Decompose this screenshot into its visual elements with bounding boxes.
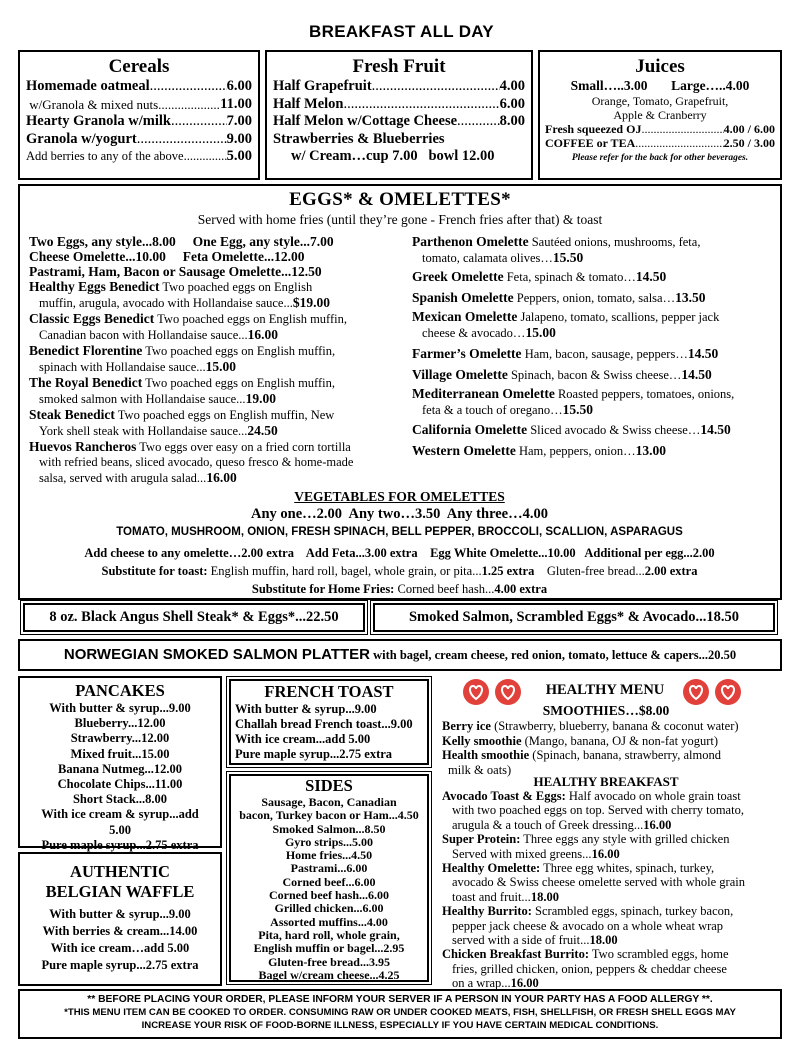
healthy-section bbox=[438, 676, 782, 991]
pancake-item: Mixed fruit...15.00 bbox=[70, 746, 170, 761]
waffle-section bbox=[18, 852, 222, 986]
healthy-title: HEALTHY MENU bbox=[545, 682, 665, 698]
smoothies-title: SMOOTHIES…$8.00 bbox=[542, 703, 670, 718]
smoothie-item: Kelly smoothie (Mango, banana, OJ & non-fat yogurt) bbox=[442, 733, 718, 748]
eggs-section bbox=[18, 184, 782, 600]
side-item: Corned beef hash...6.00 bbox=[268, 889, 389, 903]
beverage-note: Please refer for the back for other beverages. bbox=[571, 153, 749, 163]
cereal-item: Homemade oatmeal ..... 6.00 bbox=[26, 78, 252, 96]
waffle-item: With berries & cream...14.00 bbox=[42, 924, 198, 938]
juice-flavors: Orange, Tomato, Grapefruit, bbox=[591, 94, 729, 108]
waffle-title: BELGIAN WAFFLE bbox=[45, 882, 195, 901]
omelette-item: Village Omelette Spinach, bacon & Swiss cheese…14.50 bbox=[412, 367, 712, 382]
eggs-title: EGGS* & OMELETTES* bbox=[289, 189, 511, 210]
juices-section bbox=[538, 50, 782, 180]
egg-item: Cheese Omelette...10.00 Feta Omelette...12.00 bbox=[29, 249, 305, 264]
pancake-item: 5.00 bbox=[109, 822, 131, 837]
egg-item: Benedict Florentine Two poached eggs on English muffin, spinach with Hollandaise sauce...15.00 bbox=[29, 343, 336, 374]
french-toast-section bbox=[229, 679, 429, 765]
pancake-item: Chocolate Chips...11.00 bbox=[57, 777, 183, 792]
salmon-eggs-box: Smoked Salmon, Scrambled Eggs* & Avocado...18.50 bbox=[373, 603, 775, 632]
juice-sizes: Small…..3.00 Large…..4.00 bbox=[570, 78, 750, 93]
side-item: Grilled chicken...6.00 bbox=[274, 902, 384, 916]
side-item: bacon, Turkey bacon or Ham...4.50 bbox=[239, 809, 419, 823]
cereal-item: Hearty Granola w/milk ..... 7.00 bbox=[26, 113, 252, 131]
french-toast-item: Pure maple syrup...2.75 extra bbox=[235, 747, 393, 761]
omelette-item: Greek Omelette Feta, spinach & tomato…14.50 bbox=[412, 269, 667, 284]
side-item: English muffin or bagel...2.95 bbox=[253, 942, 405, 956]
steak-eggs-box: 8 oz. Black Angus Shell Steak* & Eggs*...22.50 bbox=[23, 603, 365, 632]
footer-line: *THIS MENU ITEM CAN BE COOKED TO ORDER. CONSUMING RAW OR UNDER COOKED MEATS, FISH, SHELLFISH, OR FRESH SHELL EGGS MAY bbox=[64, 1007, 736, 1018]
eggs-right-column bbox=[412, 234, 778, 459]
french-toast-item: With ice cream...add 5.00 bbox=[235, 732, 371, 746]
side-item: Pastrami...6.00 bbox=[290, 862, 368, 876]
substitute-toast: Substitute for toast: English muffin, hard roll, bagel, whole grain, or pita...1.25 extra Gluten-free bread...2.00 extra bbox=[101, 564, 698, 578]
egg-item: Healthy Eggs Benedict Two poached eggs on English muffin, arugula, avocado with Hollandaise sauce...$19.00 bbox=[29, 279, 330, 310]
fruit-item: Strawberries & Blueberries bbox=[273, 130, 445, 147]
veg-list: TOMATO, MUSHROOM, ONION, FRESH SPINACH, BELL PEPPER, BROCCOLI, SCALLION, ASPARAGUS bbox=[116, 526, 683, 538]
pancake-item: Banana Nutmeg...12.00 bbox=[58, 761, 182, 776]
side-item: Bagel w/cream cheese...4.25 bbox=[258, 968, 400, 982]
omelette-item: Western Omelette Ham, peppers, onion…13.00 bbox=[412, 443, 666, 458]
fruit-item: Half Melon ..... 6.00 bbox=[273, 96, 525, 114]
french-toast-item: Challah bread French toast...9.00 bbox=[235, 717, 413, 731]
eggs-subtitle: Served with home fries (until they’re gone - French fries after that) & toast bbox=[197, 212, 603, 227]
omelette-item: Parthenon Omelette Sautéed onions, mushrooms, feta, tomato, calamata olives…15.50 bbox=[412, 234, 701, 265]
juice-flavors: Apple & Cranberry bbox=[613, 108, 707, 122]
cereal-item: w/Granola & mixed nuts ..... 11.00 bbox=[26, 96, 252, 114]
eggs-left-column bbox=[29, 234, 394, 486]
fresh-fruit-section bbox=[265, 50, 533, 180]
fruit-item: Half Melon w/Cottage Cheese ..... 8.00 bbox=[273, 113, 525, 131]
egg-item: The Royal Benedict Two poached eggs on English muffin, smoked salmon with Hollandaise sauce...19.00 bbox=[29, 375, 335, 406]
omelette-item: Mediterranean Omelette Roasted peppers, tomatoes, onions, feta & a touch of oregano…15.50 bbox=[412, 386, 735, 417]
sides-section bbox=[229, 774, 429, 982]
healthy-breakfast-item: Chicken Breakfast Burrito: Two scrambled eggs, home fries, grilled chicken, onion, peppers & cheddar cheese on a wrap...16.00 bbox=[442, 947, 729, 991]
egg-item: Pastrami, Ham, Bacon or Sausage Omelette...12.50 bbox=[29, 264, 322, 279]
fruit-item: Half Grapefruit ..... 4.00 bbox=[273, 78, 525, 96]
cereal-item: Add berries to any of the above ..... 5.00 bbox=[26, 148, 252, 166]
side-item: Gyro strips...5.00 bbox=[284, 835, 374, 849]
cereals-section bbox=[18, 50, 260, 180]
healthy-breakfast-item: Avocado Toast & Eggs: Half avocado on whole grain toast with two poached eggs on top. Served with cherry tomato, arugula & a touch of Greek dressing...16.00 bbox=[442, 789, 744, 832]
healthy-breakfast-item: Healthy Omelette: Three egg whites, spinach, turkey, avocado & Swiss cheese omelette served with whole grain toast and fruit...18.00 bbox=[442, 861, 745, 904]
egg-item: Steak Benedict Two poached eggs on English muffin, New York shell steak with Hollandaise sauce...24.50 bbox=[29, 407, 335, 438]
side-item: Home fries...4.50 bbox=[285, 849, 373, 863]
smoothie-item: Health smoothie (Spinach, banana, strawberry, almond milk & oats) bbox=[442, 748, 721, 777]
sides-title: SIDES bbox=[305, 776, 353, 795]
egg-item: Huevos Rancheros Two eggs over easy on a fried corn tortilla with refried beans, sliced avocado, queso fresco & home-made salsa, served with arugula salad...16.00 bbox=[29, 439, 354, 485]
pancake-item: Pure maple syrup...2.75 extra bbox=[41, 837, 199, 852]
side-item: Corned beef...6.00 bbox=[282, 875, 376, 889]
healthy-breakfast-item: Super Protein: Three eggs any style with grilled chicken Served with mixed greens...16.00 bbox=[442, 832, 730, 861]
french-toast-title: FRENCH TOAST bbox=[264, 682, 394, 701]
pancake-item: Short Stack...8.00 bbox=[72, 792, 168, 807]
french-toast-item: With butter & syrup...9.00 bbox=[235, 702, 377, 716]
heart-icon bbox=[682, 678, 746, 706]
cereal-item: Granola w/yogurt ..... 9.00 bbox=[26, 131, 252, 149]
omelette-item: Mexican Omelette Jalapeno, tomato, scallions, pepper jack cheese & avocado…15.00 bbox=[412, 309, 720, 340]
egg-item: Two Eggs, any style...8.00 One Egg, any style...7.00 bbox=[29, 234, 334, 249]
waffle-item: With ice cream…add 5.00 bbox=[50, 941, 190, 955]
footer-line: ** BEFORE PLACING YOUR ORDER, PLEASE INFORM YOUR SERVER IF A PERSON IN YOUR PARTY HAS A FOOD ALLERGY **. bbox=[87, 994, 713, 1005]
pancake-item: With ice cream & syrup...add bbox=[41, 807, 199, 822]
pancakes-section bbox=[18, 676, 222, 852]
side-item: Pita, hard roll, whole grain, bbox=[258, 928, 400, 942]
side-item: Gluten-free bread...3.95 bbox=[268, 955, 390, 969]
waffle-item: With butter & syrup...9.00 bbox=[49, 907, 191, 921]
side-item: Smoked Salmon...8.50 bbox=[272, 822, 386, 836]
pancake-item: Blueberry...12.00 bbox=[74, 716, 166, 731]
footer-line: INCREASE YOUR RISK OF FOOD-BORNE ILLNESS, ESPECIALLY IF YOU HAVE CERTAIN MEDICAL CONDITIONS. bbox=[141, 1020, 659, 1031]
coffee-line: COFFEE or TEA ..... 2.50 / 3.00 bbox=[545, 136, 775, 150]
substitute-fries: Substitute for Home Fries: Corned beef hash...4.00 extra bbox=[251, 582, 548, 596]
waffle-title: AUTHENTIC bbox=[70, 862, 170, 881]
heart-icon bbox=[462, 678, 526, 706]
egg-item: Classic Eggs Benedict Two poached eggs on English muffin, Canadian bacon with Hollandaise sauce...16.00 bbox=[29, 311, 348, 342]
healthy-breakfast-item: Healthy Burrito: Scrambled eggs, spinach, turkey bacon, pepper jack cheese & avocado on a whole wheat wrap served with a side of fruit...18.00 bbox=[442, 904, 734, 948]
cereals-title: Cereals bbox=[108, 56, 170, 77]
veg-prices: Any one…2.00 Any two…3.50 Any three…4.00 bbox=[251, 506, 548, 522]
smoothie-item: Berry ice (Strawberry, blueberry, banana & coconut water) bbox=[442, 719, 739, 733]
pancakes-title: PANCAKES bbox=[75, 681, 165, 700]
healthy-breakfast-title: HEALTHY BREAKFAST bbox=[533, 774, 679, 789]
pancake-item: With butter & syrup...9.00 bbox=[49, 701, 191, 715]
omelette-extras: Add cheese to any omelette…2.00 extra Add Feta...3.00 extra Egg White Omelette...10.00 Additional per egg...2.00 bbox=[84, 546, 715, 560]
side-item: Sausage, Bacon, Canadian bbox=[261, 796, 397, 809]
veg-title: VEGETABLES FOR OMELETTES bbox=[294, 489, 505, 504]
allergy-footer bbox=[18, 989, 782, 1039]
pancake-item: Strawberry...12.00 bbox=[70, 731, 170, 746]
side-item: Assorted muffins...4.00 bbox=[270, 915, 388, 929]
juices-title: Juices bbox=[635, 56, 685, 77]
omelette-item: Spanish Omelette Peppers, onion, tomato, salsa…13.50 bbox=[412, 290, 706, 305]
omelette-item: Farmer’s Omelette Ham, bacon, sausage, peppers…14.50 bbox=[412, 346, 719, 361]
fresh-fruit-title: Fresh Fruit bbox=[352, 56, 446, 77]
oj-line: Fresh squeezed OJ ..... 4.00 / 6.00 bbox=[545, 122, 775, 136]
waffle-item: Pure maple syrup...2.75 extra bbox=[41, 958, 199, 972]
fruit-item: w/ Cream…cup 7.00 bowl 12.00 bbox=[291, 148, 495, 164]
omelette-item: California Omelette Sliced avocado & Swiss cheese…14.50 bbox=[412, 422, 731, 437]
page-title: BREAKFAST ALL DAY bbox=[309, 22, 494, 41]
salmon-platter: NORWEGIAN SMOKED SALMON PLATTER with bagel, cream cheese, red onion, tomato, lettuce & capers...20.50 bbox=[18, 639, 782, 671]
